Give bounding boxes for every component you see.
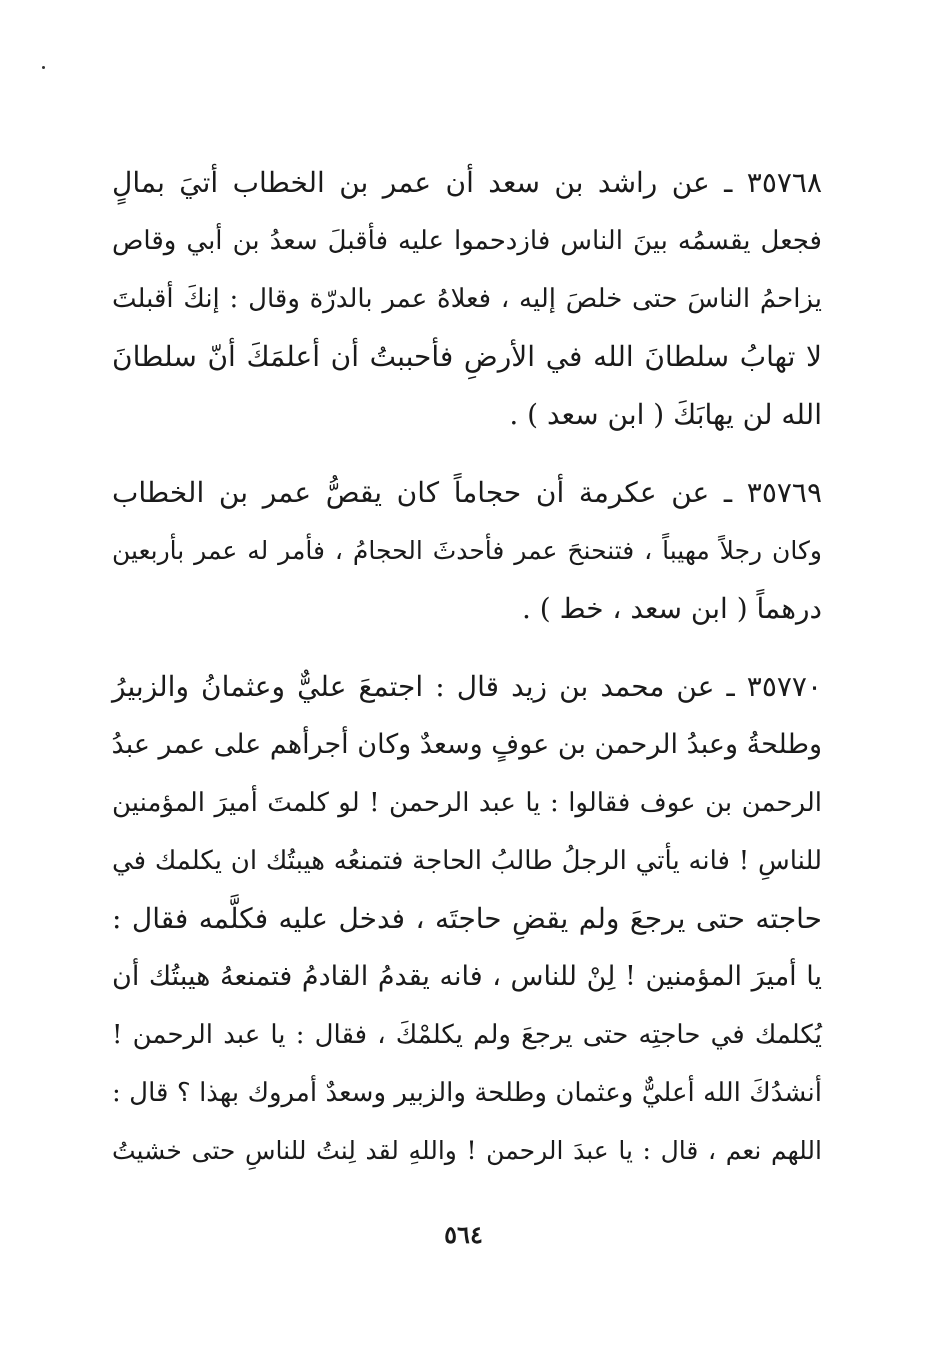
text-line: يا أميرَ المؤمنين ! لِنْ للناس ، فانه يقدمُ القادمُ فتمنعهُ هيبتُك أن <box>112 961 822 992</box>
scan-speck <box>42 66 45 69</box>
hadith-entry-35770 <box>112 658 822 1180</box>
text-line: للناسِ ! فانه يأتي الرجلُ طالبُ الحاجة فتمنعُه هيبتُك ان يكلمك في <box>112 846 822 876</box>
text-line: فجعل يقسمُه بينَ الناس فازدحموا عليه فأقبلَ سعدُ بن أبي وقاص <box>112 226 822 256</box>
text-line: الله لن يهابَكَ ( ابن سعد ) . <box>509 398 822 431</box>
page-number: ٥٦٤ <box>444 1220 483 1249</box>
text-line: وكان رجلاً مهيباً ، فتنحنحَ عمر فأحدثَ الحجامُ ، فأمر له عمر بأربعين <box>112 536 822 565</box>
text-line: يُكلمك في حاجتِه حتى يرجعَ ولم يكلمْكَ ، فقال : يا عبد الرحمن ! <box>112 1020 822 1050</box>
text-line: وطلحةُ وعبدُ الرحمن بن عوفٍ وسعدٌ وكان أجرأهم على عمر عبدُ <box>111 729 822 760</box>
hadith-entry-35768 <box>112 154 822 444</box>
text-line: ٣٥٧٧٠ ـ عن محمد بن زيد قال : اجتمعَ عليٌّ وعثمانُ والزبيرُ <box>112 670 822 703</box>
text-line: يزاحمُ الناسَ حتى خلصَ إليه ، فعلاهُ عمر بالدرّة وقال : إنكَ أقبلتَ <box>112 284 822 314</box>
hadith-entry-35769 <box>112 464 822 638</box>
text-line: الرحمن بن عوف فقالوا : يا عبد الرحمن ! لو كلمتَ أميرَ المؤمنين <box>112 788 822 818</box>
text-line: ٣٥٧٦٩ ـ عن عكرمة أن حجاماً كان يقصُّ عمر بن الخطاب <box>112 476 822 509</box>
text-line: ٣٥٧٦٨ ـ عن راشد بن سعد أن عمر بن الخطاب أتيَ بمالٍ <box>112 166 822 199</box>
text-line: لا تهابُ سلطانَ الله في الأرضِ فأحببتُ أن أعلمَكَ أنّ سلطانَ <box>112 340 822 373</box>
text-line: اللهم نعم ، قال : يا عبدَ الرحمن ! واللهِ لقد لِنتُ للناسِ حتى خشيتُ <box>112 1136 822 1165</box>
text-line: حاجته حتى يرجعَ ولم يقضِ حاجتَه ، فدخل عليه فكلَّمه فقال : <box>112 902 822 935</box>
text-line: درهماً ( ابن سعد ، خط ) . <box>521 592 822 625</box>
text-line: أنشدُكَ الله أعليٌّ وعثمان وطلحة والزبير وسعدٌ أمروك بهذا ؟ قال : <box>112 1078 822 1108</box>
